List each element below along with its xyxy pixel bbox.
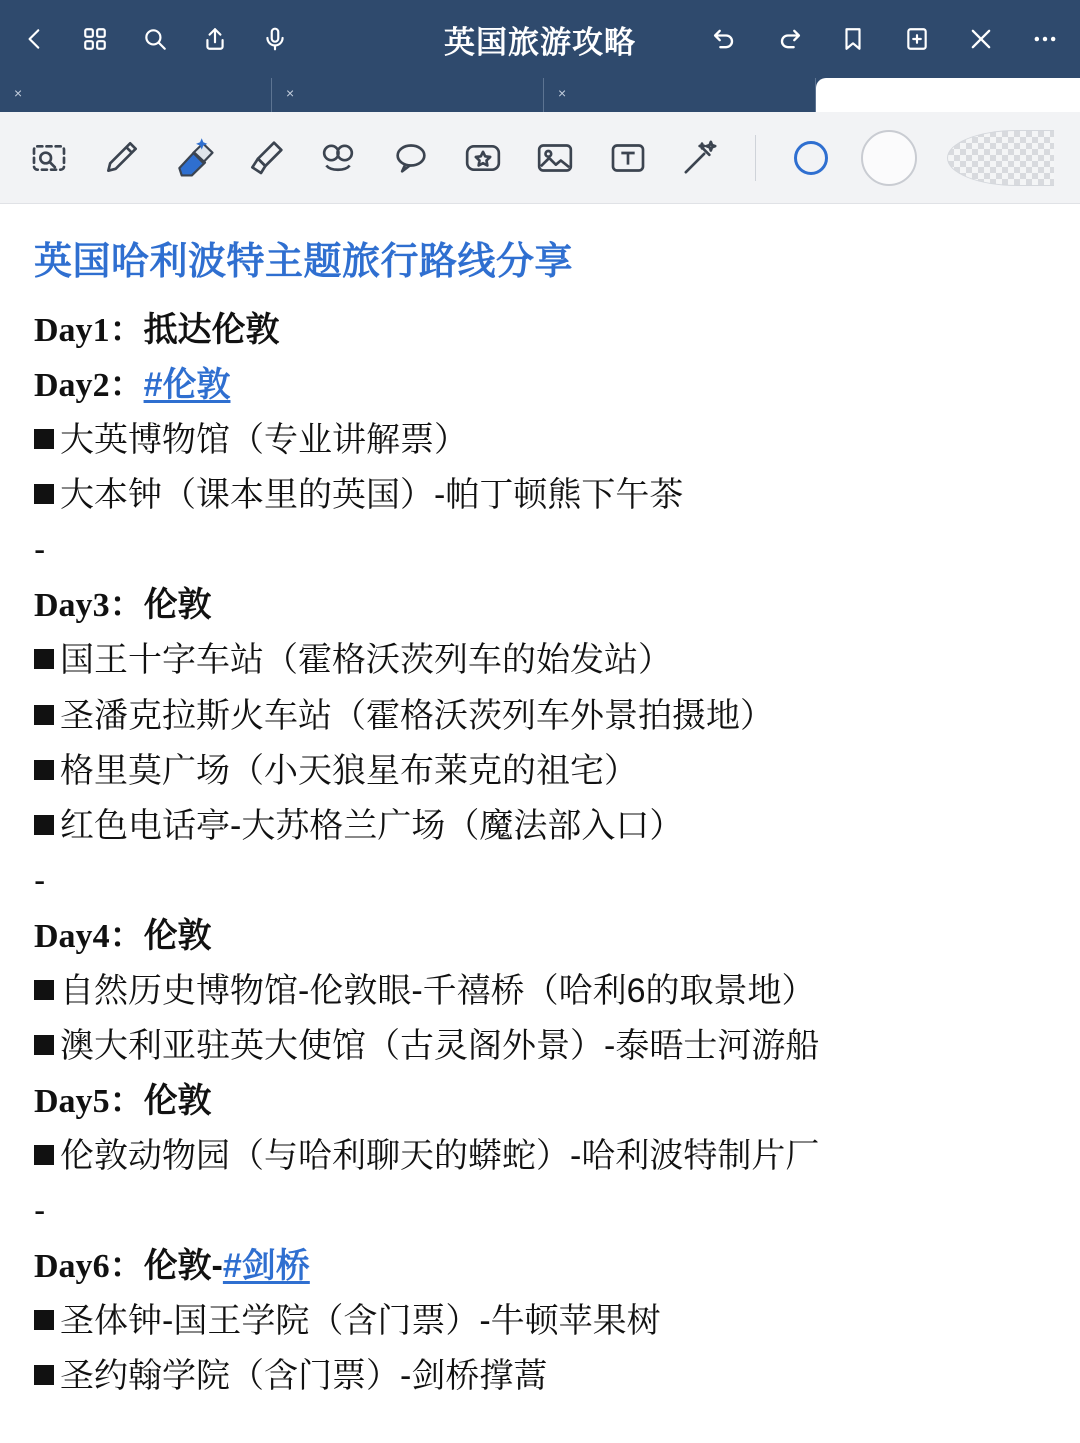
eraser-tool[interactable] — [171, 132, 217, 184]
color-swatch-transparent[interactable] — [947, 130, 1054, 186]
bullet-square-icon — [34, 429, 54, 449]
tag-link-cambridge[interactable]: #剑桥 — [222, 1247, 310, 1286]
note-bullet-line — [34, 689, 1046, 744]
bullet-square-icon — [34, 1145, 54, 1165]
note-line-day6 — [34, 1239, 1046, 1294]
day-sep: ： — [109, 311, 144, 349]
tab-close-icon[interactable]: × — [286, 85, 295, 101]
pen-tool[interactable] — [98, 132, 144, 184]
bullet-text: 圣潘克拉斯火车站（霍格沃茨列车外景拍摄地） — [60, 696, 774, 735]
note-bullet-line — [34, 413, 1046, 468]
title-bar — [0, 0, 1080, 78]
day-text: 抵达伦敦 — [143, 311, 280, 349]
bullet-square-icon — [34, 760, 54, 780]
note-bullet-line — [34, 1019, 1046, 1074]
day-number: 2 — [92, 367, 110, 405]
bullet-square-icon — [34, 649, 54, 669]
lasso-select-tool[interactable] — [26, 132, 72, 184]
tab-strip — [0, 78, 1080, 112]
tab-close-icon[interactable]: × — [14, 85, 23, 101]
note-line-day3 — [34, 578, 1046, 633]
page-title: 英国旅游攻略 — [444, 24, 636, 60]
note-bullet-line — [34, 964, 1046, 1019]
image-tool[interactable] — [532, 132, 578, 184]
bullet-text: 大英博物馆（专业讲解票） — [60, 421, 468, 460]
day-label: Day — [34, 1083, 93, 1121]
day-sep: ： — [109, 586, 144, 625]
tab-1[interactable] — [0, 78, 272, 112]
stroke-small-circle — [794, 141, 828, 175]
stroke-size-small[interactable] — [788, 132, 834, 184]
day-label: Day — [34, 917, 93, 955]
bullet-text: 大本钟（课本里的英国）-帕丁顿熊下午茶 — [60, 476, 684, 515]
note-bullet-line — [34, 744, 1046, 799]
speech-bubble-tool[interactable] — [387, 132, 433, 184]
bullet-text: 格里莫广场（小天狼星布莱克的祖宅） — [60, 751, 638, 790]
microphone-icon[interactable] — [258, 22, 292, 56]
bullet-text: 国王十字车站（霍格沃茨列车的始发站） — [60, 641, 672, 680]
note-bullet-line — [34, 1349, 1046, 1404]
bullet-text: 圣体钟-国王学院（含门票）-牛顿苹果树 — [60, 1302, 661, 1341]
note-line-day2 — [34, 358, 1046, 413]
highlighter-tool[interactable] — [243, 132, 289, 184]
note-content — [0, 204, 1080, 1405]
day-sep: ： — [109, 366, 144, 405]
redo-icon[interactable] — [772, 22, 806, 56]
bullet-square-icon — [34, 484, 54, 504]
share-icon[interactable] — [198, 22, 232, 56]
day-number: 3 — [92, 587, 110, 625]
note-separator-dash: - — [34, 1192, 46, 1231]
titlebar-left-actions — [18, 22, 292, 56]
drawing-toolbar — [0, 112, 1080, 204]
stroke-size-large[interactable] — [860, 132, 917, 184]
day-text: 伦敦- — [143, 1247, 223, 1286]
note-bullet-line — [34, 468, 1046, 523]
bullet-square-icon — [34, 705, 54, 725]
note-title: 英国哈利波特主题旅行路线分享 — [34, 241, 574, 283]
more-options-icon[interactable] — [1028, 22, 1062, 56]
day-label: Day — [34, 312, 93, 349]
bullet-text: 红色电话亭-大苏格兰广场（魔法部入口） — [60, 806, 684, 845]
note-line-day1 — [34, 303, 1046, 358]
tab-strip-filler — [816, 78, 1080, 112]
search-icon[interactable] — [138, 22, 172, 56]
note-bullet-line — [34, 1294, 1046, 1349]
back-icon[interactable] — [18, 22, 52, 56]
note-separator-dash: - — [34, 861, 46, 900]
close-icon[interactable] — [964, 22, 998, 56]
day-label: Day — [34, 587, 93, 625]
day-sep: ： — [109, 1082, 144, 1121]
day-number: 6 — [92, 1248, 110, 1286]
bullet-square-icon — [34, 980, 54, 1000]
day-sep: ： — [109, 916, 144, 955]
day-text: 伦敦 — [143, 916, 212, 955]
stroke-large-circle — [861, 130, 917, 186]
magic-wand-tool[interactable] — [677, 132, 723, 184]
day-text: 伦敦 — [143, 586, 212, 625]
bullet-square-icon — [34, 1365, 54, 1385]
day-number: 1 — [92, 312, 110, 349]
titlebar-right-actions — [708, 22, 1062, 56]
day-sep: ： — [109, 1247, 144, 1286]
undo-icon[interactable] — [708, 22, 742, 56]
note-bullet-line — [34, 1129, 1046, 1184]
add-page-icon[interactable] — [900, 22, 934, 56]
day-text: 伦敦 — [143, 1082, 212, 1121]
tab-2[interactable] — [272, 78, 544, 112]
day-number: 4 — [92, 917, 110, 955]
tab-close-icon[interactable]: × — [558, 85, 567, 101]
bullet-square-icon — [34, 1310, 54, 1330]
bookmark-icon[interactable] — [836, 22, 870, 56]
shape-tool[interactable] — [315, 132, 361, 184]
note-line-day5 — [34, 1074, 1046, 1129]
sticker-tool[interactable] — [460, 132, 506, 184]
grid-icon[interactable] — [78, 22, 112, 56]
day-label: Day — [34, 367, 93, 405]
tab-3[interactable] — [544, 78, 816, 112]
day-label: Day — [34, 1248, 93, 1286]
text-tool[interactable] — [604, 132, 650, 184]
note-separator-dash: - — [34, 531, 46, 570]
bullet-text: 自然历史博物馆-伦敦眼-千禧桥（哈利6的取景地） — [60, 971, 816, 1010]
bullet-square-icon — [34, 1035, 54, 1055]
bullet-square-icon — [34, 815, 54, 835]
tag-link-london[interactable]: #伦敦 — [143, 366, 231, 405]
day-number: 5 — [92, 1083, 110, 1121]
note-bullet-line — [34, 799, 1046, 854]
note-bullet-line — [34, 633, 1046, 688]
bullet-text: 澳大利亚驻英大使馆（古灵阁外景）-泰晤士河游船 — [60, 1027, 820, 1066]
toolbar-divider — [755, 135, 756, 181]
bullet-text: 伦敦动物园（与哈利聊天的蟒蛇）-哈利波特制片厂 — [60, 1137, 820, 1176]
note-line-day4 — [34, 909, 1046, 964]
bullet-text: 圣约翰学院（含门票）-剑桥撑蒿 — [60, 1357, 548, 1396]
